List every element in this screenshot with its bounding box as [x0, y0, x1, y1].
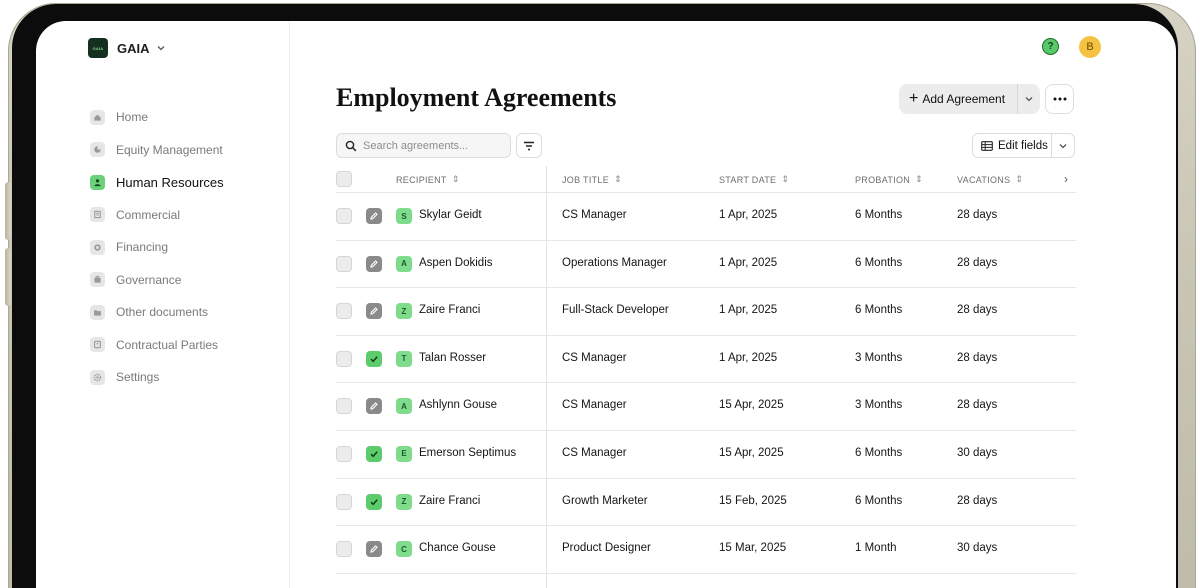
sidebar-item-label: Equity Management: [116, 142, 223, 157]
recipient-avatar: Z: [396, 494, 412, 510]
row-checkbox[interactable]: [336, 541, 352, 557]
job-title: CS Manager: [562, 446, 627, 459]
sort-icon: ⇕: [451, 174, 460, 184]
chevron-right-icon[interactable]: ›: [1064, 172, 1068, 186]
probation: 1 Month: [855, 542, 897, 555]
start-date: 1 Apr, 2025: [719, 256, 778, 269]
recipient-name[interactable]: Skylar Geidt: [419, 209, 482, 221]
add-agreement-split-button: [899, 84, 1040, 114]
add-agreement-button[interactable]: [899, 84, 1017, 114]
table-row[interactable]: [336, 288, 1076, 336]
edit-fields-split-button: [972, 133, 1075, 158]
column-header-probation[interactable]: PROBATION ⇕: [855, 174, 923, 185]
sidebar-item-human-resources[interactable]: [90, 166, 224, 199]
folder-icon: [90, 305, 105, 320]
search-icon: [345, 140, 357, 152]
job-title: Product Designer: [562, 542, 651, 555]
gear-icon: [90, 370, 105, 385]
table-row[interactable]: [336, 336, 1076, 384]
vacations: 28 days: [957, 256, 998, 269]
checkmark-icon: [366, 494, 382, 510]
sidebar-item-settings[interactable]: [90, 361, 224, 394]
search-box: [336, 133, 511, 158]
recipient-name[interactable]: Aspen Dokidis: [419, 256, 493, 269]
contacts-icon: [90, 337, 105, 352]
start-date: 1 Apr, 2025: [719, 351, 778, 364]
row-checkbox[interactable]: [336, 494, 352, 510]
sidebar-item-equity-management[interactable]: [90, 134, 224, 167]
table-row[interactable]: [336, 383, 1076, 431]
sidebar-item-label: Contractual Parties: [116, 337, 219, 352]
pencil-icon: [366, 256, 382, 272]
vacations: 30 days: [957, 446, 998, 459]
sidebar-item-label: Other documents: [116, 305, 209, 320]
probation: 3 Months: [855, 399, 903, 412]
table-row[interactable]: [336, 431, 1076, 479]
vacations: 28 days: [957, 304, 998, 317]
avatar[interactable]: B: [1079, 36, 1101, 58]
pencil-icon: [366, 208, 382, 224]
job-title: Full-Stack Developer: [562, 304, 669, 317]
recipient-avatar: S: [396, 208, 412, 224]
table-row[interactable]: [336, 526, 1076, 574]
sort-icon: ⇕: [915, 174, 923, 184]
edit-fields-button[interactable]: [973, 134, 1051, 157]
sidebar-item-label: Home: [116, 110, 149, 125]
pencil-icon: [366, 303, 382, 319]
sort-icon: ⇕: [614, 174, 622, 184]
device-volume-button: [5, 248, 11, 306]
workspace-switcher[interactable]: [88, 38, 166, 58]
recipient-avatar: A: [396, 256, 412, 272]
start-date: 15 Apr, 2025: [719, 399, 784, 412]
recipient-name[interactable]: Emerson Septimus: [419, 446, 517, 459]
sidebar: [36, 21, 290, 588]
vacations: 28 days: [957, 494, 998, 507]
sidebar-item-label: Settings: [116, 370, 160, 385]
chevron-down-icon: [156, 43, 166, 53]
building-icon: [90, 207, 105, 222]
sidebar-item-commercial[interactable]: [90, 199, 224, 232]
more-horizontal-icon: [1053, 97, 1067, 101]
job-title: CS Manager: [562, 351, 627, 364]
vacations: 28 days: [957, 351, 998, 364]
vacations: 28 days: [957, 399, 998, 412]
row-checkbox[interactable]: [336, 351, 352, 367]
sidebar-nav: [90, 101, 224, 394]
chevron-down-icon: [1058, 141, 1068, 151]
probation: 3 Months: [855, 351, 903, 364]
home-icon: [90, 110, 105, 125]
column-header-job-title[interactable]: JOB TITLE ⇕: [562, 174, 622, 185]
coin-icon: [90, 240, 105, 255]
table-row[interactable]: [336, 241, 1076, 289]
more-options-button[interactable]: [1045, 84, 1074, 114]
vacations: 30 days: [957, 542, 998, 555]
recipient-name[interactable]: Zaire Franci: [419, 304, 481, 317]
job-title: Operations Manager: [562, 256, 667, 269]
app-screen: [36, 21, 1176, 588]
vacations: 28 days: [957, 209, 998, 221]
start-date: 15 Mar, 2025: [719, 542, 787, 555]
table-header: [336, 166, 1076, 193]
checkmark-icon: [366, 351, 382, 367]
table-icon: [981, 141, 993, 151]
table-row[interactable]: [336, 479, 1076, 527]
probation: 6 Months: [855, 256, 903, 269]
row-checkbox[interactable]: [336, 303, 352, 319]
help-icon[interactable]: ?: [1042, 38, 1059, 55]
select-all-checkbox[interactable]: [336, 171, 352, 187]
add-agreement-label: Add Agreement: [922, 92, 1006, 106]
column-header-vacations[interactable]: VACATIONS ⇕: [957, 174, 1024, 185]
sidebar-item-home[interactable]: [90, 101, 224, 134]
sidebar-item-contractual-parties[interactable]: [90, 329, 224, 362]
person-icon: [90, 175, 105, 190]
sidebar-item-financing[interactable]: [90, 231, 224, 264]
table-body: [336, 193, 1076, 574]
add-agreement-dropdown[interactable]: [1018, 94, 1040, 104]
start-date: 1 Apr, 2025: [719, 209, 778, 221]
table-row[interactable]: [336, 193, 1076, 241]
start-date: 15 Apr, 2025: [719, 446, 784, 459]
sort-icon: ⇕: [1015, 174, 1024, 184]
start-date: 1 Apr, 2025: [719, 304, 778, 317]
probation: 6 Months: [855, 209, 903, 221]
probation: 6 Months: [855, 304, 903, 317]
recipient-avatar: A: [396, 398, 412, 414]
pencil-icon: [366, 398, 382, 414]
job-title: CS Manager: [562, 209, 627, 221]
checkmark-icon: [366, 446, 382, 462]
recipient-avatar: Z: [396, 303, 412, 319]
row-checkbox[interactable]: [336, 256, 352, 272]
edit-fields-dropdown[interactable]: [1052, 141, 1074, 151]
sidebar-item-other-documents[interactable]: [90, 296, 224, 329]
plus-icon: +: [909, 90, 919, 107]
filter-button[interactable]: [516, 133, 542, 158]
sidebar-item-label: Governance: [116, 272, 182, 287]
brand-logo: GAIA: [88, 38, 108, 58]
brand-name: GAIA: [117, 40, 150, 56]
sidebar-item-label: Human Resources: [116, 174, 224, 190]
filter-icon: [523, 141, 535, 151]
row-checkbox[interactable]: [336, 398, 352, 414]
recipient-avatar: C: [396, 541, 412, 557]
agreements-table: [336, 166, 1076, 574]
pencil-icon: [366, 541, 382, 557]
column-header-recipient[interactable]: RECIPIENT ⇕: [396, 174, 460, 185]
recipient-name[interactable]: Zaire Franci: [419, 494, 481, 507]
sidebar-item-label: Commercial: [116, 207, 181, 222]
start-date: 15 Feb, 2025: [719, 494, 787, 507]
sort-icon: ⇕: [781, 174, 790, 184]
page-title: Employment Agreements: [336, 83, 617, 112]
sidebar-item-label: Financing: [116, 240, 169, 255]
job-title: CS Manager: [562, 399, 627, 412]
recipient-name[interactable]: Talan Rosser: [419, 351, 487, 364]
probation: 6 Months: [855, 494, 903, 507]
device-volume-button: [5, 182, 11, 240]
column-header-start-date[interactable]: START DATE ⇕: [719, 174, 790, 185]
briefcase-icon: [90, 272, 105, 287]
chevron-down-icon: [1024, 94, 1034, 104]
recipient-avatar: T: [396, 351, 412, 367]
probation: 6 Months: [855, 446, 903, 459]
recipient-name[interactable]: Chance Gouse: [419, 542, 496, 555]
pie-chart-icon: [90, 142, 105, 157]
edit-fields-label: Edit fields: [998, 139, 1048, 152]
sidebar-item-governance[interactable]: [90, 264, 224, 297]
row-checkbox[interactable]: [336, 208, 352, 224]
search-input[interactable]: [363, 140, 503, 152]
recipient-avatar: E: [396, 446, 412, 462]
row-checkbox[interactable]: [336, 446, 352, 462]
recipient-name[interactable]: Ashlynn Gouse: [419, 399, 497, 412]
job-title: Growth Marketer: [562, 494, 648, 507]
